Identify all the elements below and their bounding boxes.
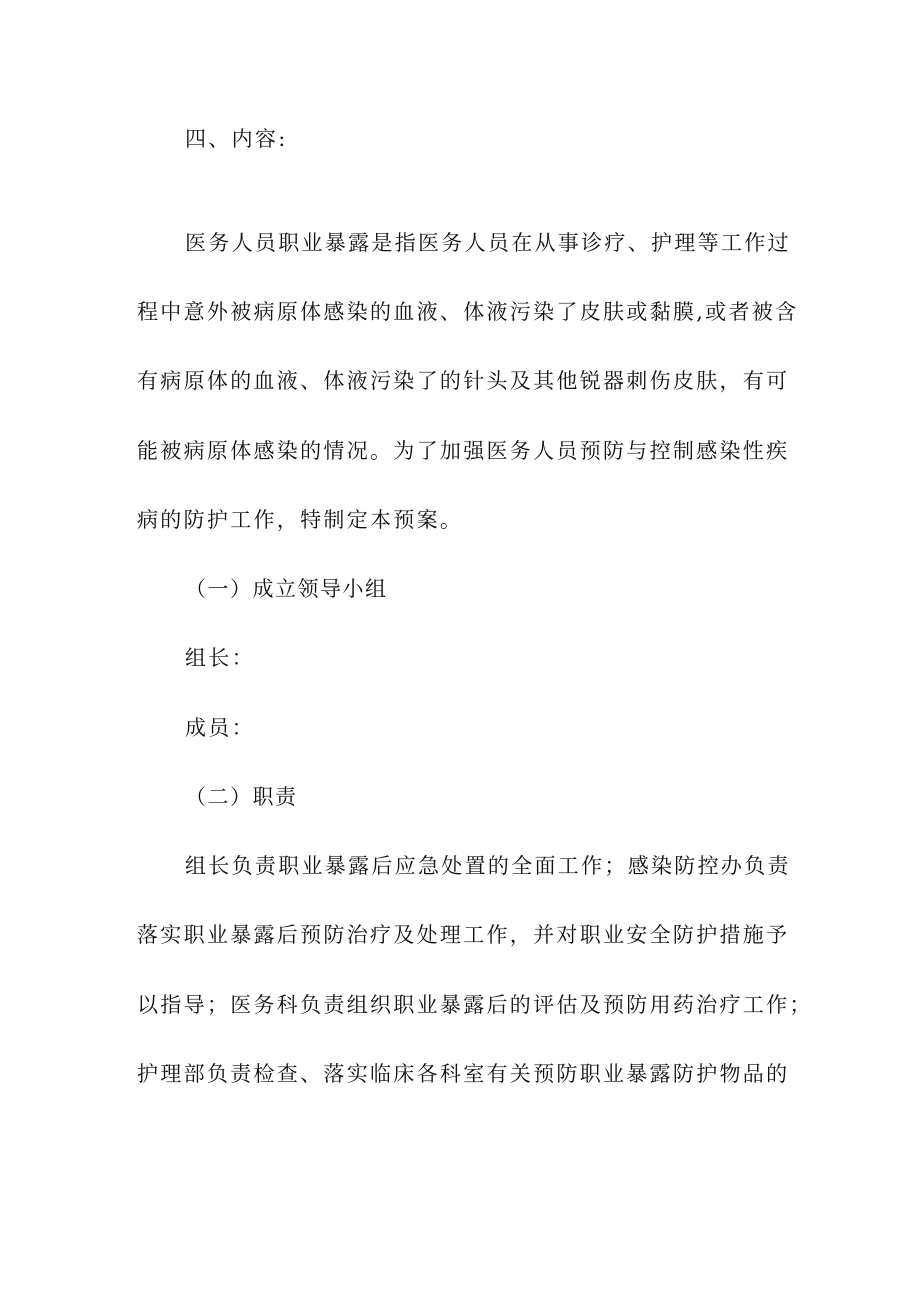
subsection-2-heading: （二）职责 [185,785,298,809]
duty-paragraph-line-2: 落实职业暴露后预防治疗及处理工作，并对职业安全防护措施予 [137,923,790,947]
intro-paragraph-line-3: 有病原体的血液、体液污染了的针头及其他锐器刺伤皮肤，有可 [137,369,790,393]
intro-paragraph-line-2: 程中意外被病原体感染的血液、体液污染了皮肤或黏膜,或者被含 [137,300,799,324]
member-label: 成员： [185,716,255,740]
intro-paragraph-line-5: 病的防护工作，特制定本预案。 [137,508,464,532]
leader-label: 组长： [185,646,255,670]
duty-paragraph-line-3: 以指导；医务科负责组织职业暴露后的评估及预防用药治疗工作； [137,993,813,1017]
subsection-1-heading: （一）成立领导小组 [185,577,388,601]
section-heading: 四、内容: [185,127,288,151]
intro-paragraph-line-1: 医务人员职业暴露是指医务人员在从事诊疗、护理等工作过 [185,231,791,255]
duty-paragraph-line-1: 组长负责职业暴露后应急处置的全面工作；感染防控办负责 [185,854,791,878]
intro-paragraph-line-4: 能被病原体感染的情况。为了加强医务人员预防与控制感染性疾 [137,439,790,463]
duty-paragraph-line-4: 护理部负责检查、落实临床各科室有关预防职业暴露防护物品的 [137,1062,790,1086]
